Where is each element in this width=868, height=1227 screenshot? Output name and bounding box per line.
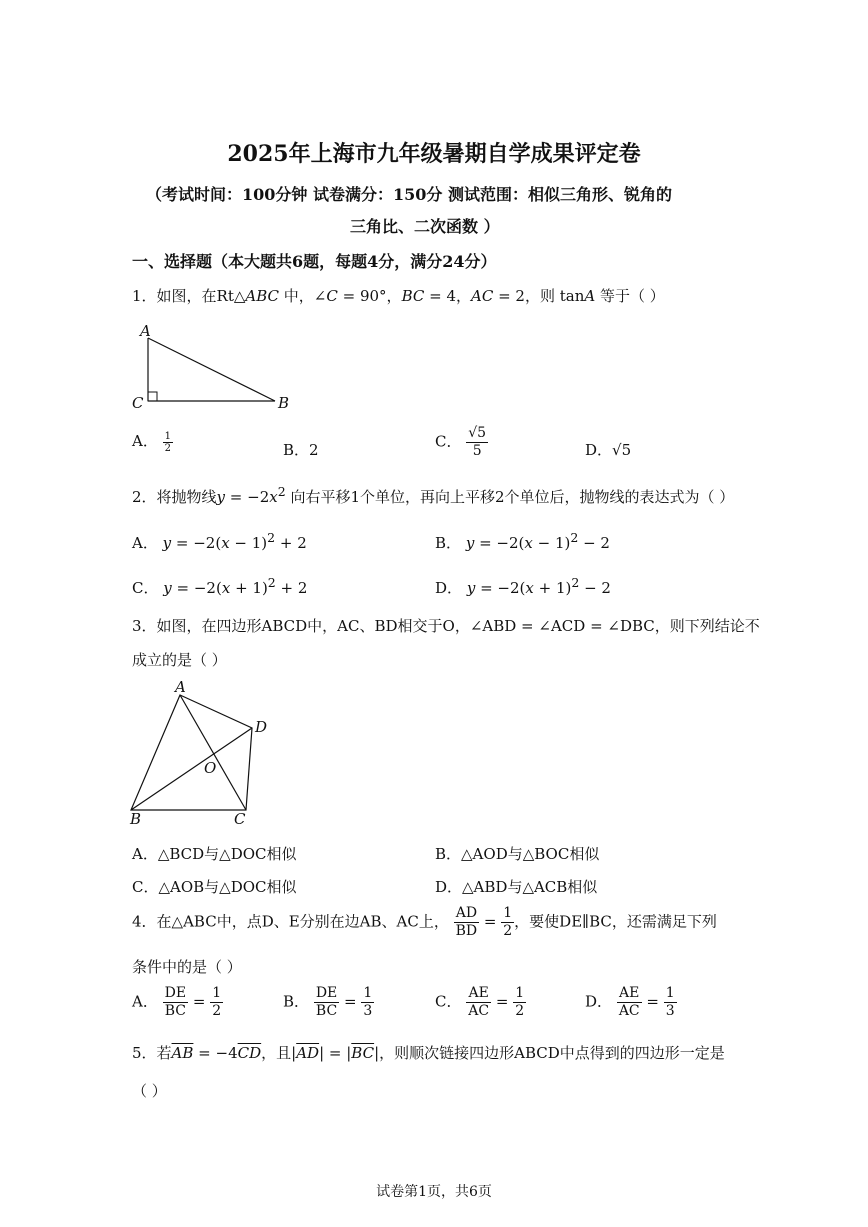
exam-title: 2025年上海市九年级暑期自学成果评定卷: [227, 141, 641, 167]
q1-option-c[interactable]: C． $\frac{√5}{5}$: [435, 425, 487, 459]
question-4-line1: 4．在△ABC中，点D、E分别在边AB、AC上， $\frac{AD}{BD}$ = $\frac{1}{2}$ ，要使DE∥BC，还需满足下列: [132, 905, 717, 939]
section-heading: 一、选择题（本大题共6题，每题4分，满分24分）: [132, 252, 497, 271]
question-5-line2: （ ）: [132, 1082, 167, 1100]
q2-option-b[interactable]: B． $y = -2(x - 1)^2 - 2$: [435, 530, 610, 552]
q4-option-d[interactable]: D． $\frac{AE}{AC}$ = $\frac{1}{3}$: [585, 985, 675, 1019]
fig1-label-b: B: [278, 394, 290, 412]
question-1-stem: 1．如图，在Rt△ABC 中，∠C = 90°，BC = 4，AC = 2，则 tanA 等于（ ）: [132, 287, 665, 305]
fig3-label-o: O: [204, 759, 217, 777]
question-3-line2: 成立的是（ ）: [132, 651, 227, 669]
exam-info-line2: 三角比、二次函数 ）: [350, 217, 500, 236]
fig3-label-b: B: [130, 810, 142, 828]
question-3-line1: 3．如图，在四边形ABCD中，AC、BD相交于O，∠ABD = ∠ACD = ∠DBC，则下列结论不: [132, 617, 760, 635]
q2-option-c[interactable]: C． $y = -2(x + 1)^2 + 2$: [132, 575, 308, 597]
q3-option-a[interactable]: A．△BCD与△DOC相似: [132, 845, 297, 863]
fig3-label-c: C: [234, 810, 246, 828]
q3-option-c[interactable]: C．△AOB与△DOC相似: [132, 878, 297, 896]
question-1-prefix: 1．如图，在Rt△: [132, 287, 246, 305]
q1-option-b[interactable]: B．2: [283, 441, 319, 459]
question-2-stem: 2．将抛物线$y = -2x^2$ 向右平移1个单位，再向上平移2个单位后，抛物线的表达式为（ ）: [132, 484, 735, 506]
q4-option-c[interactable]: C． $\frac{AE}{AC}$ = $\frac{1}{2}$: [435, 985, 525, 1019]
fig1-label-a: A: [140, 322, 151, 340]
q3-option-d[interactable]: D．△ABD与△ACB相似: [435, 878, 598, 896]
question-4-line2: 条件中的是（ ）: [132, 958, 242, 976]
q1-option-d[interactable]: D．√5: [585, 441, 632, 459]
q1-option-a[interactable]: A． $\frac{1}{2}$: [132, 430, 171, 454]
question-1-tail: 等于（ ）: [600, 287, 665, 305]
q2-option-d[interactable]: D． $y = -2(x + 1)^2 - 2$: [435, 575, 611, 597]
page-footer: 试卷第1页，共6页: [376, 1184, 492, 1200]
fig1-label-c: C: [132, 394, 144, 412]
fig3-label-d: D: [255, 718, 268, 736]
q3-option-b[interactable]: B．△AOD与△BOC相似: [435, 845, 600, 863]
exam-info-line1: （考试时间：100分钟 试卷满分：150分 测试范围：相似三角形、锐角的: [146, 185, 672, 204]
question-5-line1: 5．若$\overline{AB} = -4\overline{CD}$，且$|\overline{AD}| = |\overline{BC}|$，则顺次链接四边形ABCD中点得到的四边形一定是: [132, 1044, 725, 1062]
question-1-figure: [130, 320, 300, 415]
q4-option-b[interactable]: B． $\frac{DE}{BC}$ = $\frac{1}{3}$: [283, 985, 373, 1019]
question-3-figure: [128, 676, 278, 828]
fig3-label-a: A: [175, 678, 186, 696]
q2-option-a[interactable]: A． $y = -2(x - 1)^2 + 2$: [132, 530, 307, 552]
q4-option-a[interactable]: A． $\frac{DE}{BC}$ = $\frac{1}{2}$: [132, 985, 222, 1019]
